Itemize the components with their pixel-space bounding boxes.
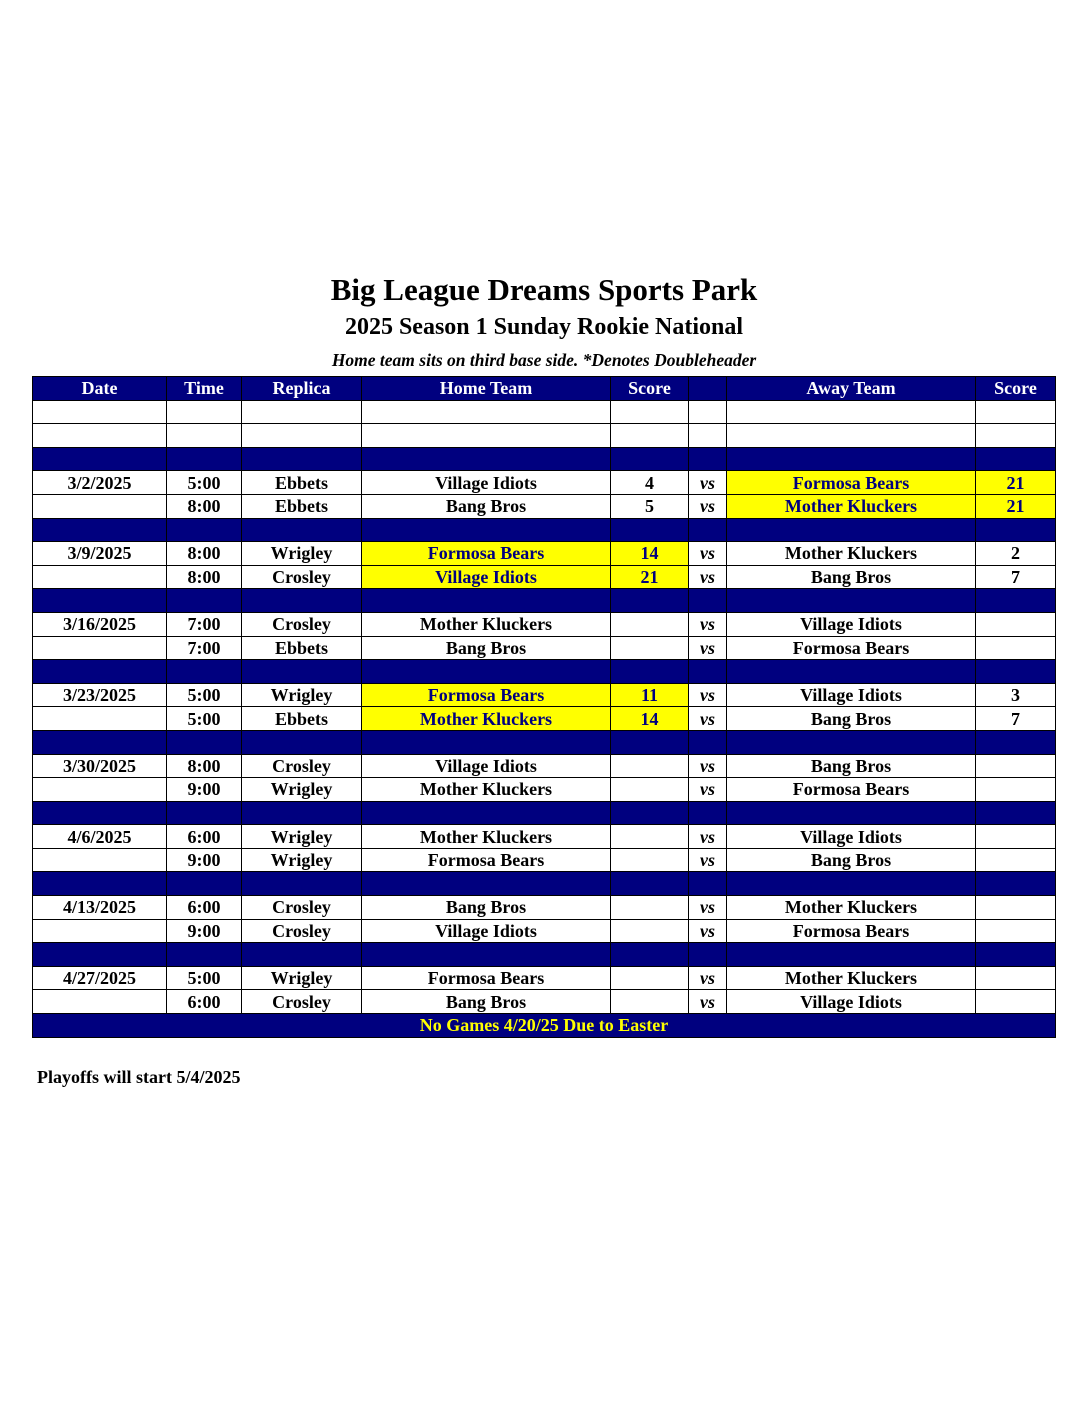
home-score-cell: 5 xyxy=(611,494,689,518)
separator-cell xyxy=(242,730,362,754)
home-team-cell: Bang Bros xyxy=(362,494,611,518)
separator-cell xyxy=(611,518,689,542)
replica-cell: Wrigley xyxy=(242,966,362,990)
home-team-cell: Bang Bros xyxy=(362,990,611,1014)
separator-cell xyxy=(33,518,167,542)
separator-cell xyxy=(362,730,611,754)
home-team-cell: Formosa Bears xyxy=(362,683,611,707)
away-score-cell xyxy=(976,825,1056,849)
separator-cell xyxy=(242,447,362,471)
vs-cell: vs xyxy=(689,494,727,518)
home-score-cell xyxy=(611,778,689,802)
game-row xyxy=(33,990,1056,1014)
separator-cell xyxy=(689,943,727,967)
separator-cell xyxy=(689,518,727,542)
separator-cell xyxy=(611,943,689,967)
schedule-body xyxy=(33,400,1056,1013)
game-row xyxy=(33,494,1056,518)
blank-cell xyxy=(33,424,167,448)
separator-cell xyxy=(976,447,1056,471)
away-score-cell xyxy=(976,754,1056,778)
blank-cell xyxy=(362,424,611,448)
home-score-cell xyxy=(611,636,689,660)
away-score-cell: 21 xyxy=(976,494,1056,518)
game-row xyxy=(33,471,1056,495)
game-row xyxy=(33,919,1056,943)
replica-cell: Crosley xyxy=(242,919,362,943)
blank-cell xyxy=(689,424,727,448)
away-score-cell xyxy=(976,919,1056,943)
away-score-cell: 3 xyxy=(976,683,1056,707)
page-title: Big League Dreams Sports Park xyxy=(330,272,758,307)
away-team-cell: Village Idiots xyxy=(727,825,976,849)
away-team-cell: Village Idiots xyxy=(727,990,976,1014)
column-header-away-team: Away Team xyxy=(727,377,976,401)
separator-cell xyxy=(242,660,362,684)
separator-row xyxy=(33,730,1056,754)
blank-cell xyxy=(727,400,976,424)
away-score-cell xyxy=(976,636,1056,660)
date-cell xyxy=(33,848,167,872)
separator-cell xyxy=(362,872,611,896)
away-team-cell: Formosa Bears xyxy=(727,471,976,495)
separator-cell xyxy=(611,589,689,613)
column-header-away-score: Score xyxy=(976,377,1056,401)
separator-cell xyxy=(242,518,362,542)
vs-cell: vs xyxy=(689,636,727,660)
away-team-cell: Bang Bros xyxy=(727,848,976,872)
separator-cell xyxy=(167,589,242,613)
blank-cell xyxy=(242,424,362,448)
blank-row xyxy=(33,424,1056,448)
header-row xyxy=(33,377,1056,401)
separator-cell xyxy=(242,943,362,967)
separator-cell xyxy=(33,660,167,684)
replica-cell: Wrigley xyxy=(242,848,362,872)
home-team-cell: Formosa Bears xyxy=(362,966,611,990)
date-cell: 3/16/2025 xyxy=(33,612,167,636)
home-score-cell xyxy=(611,990,689,1014)
replica-cell: Crosley xyxy=(242,612,362,636)
away-team-cell: Mother Kluckers xyxy=(727,966,976,990)
away-score-cell: 7 xyxy=(976,707,1056,731)
separator-cell xyxy=(242,801,362,825)
blank-cell xyxy=(167,424,242,448)
separator-cell xyxy=(33,589,167,613)
date-cell: 3/9/2025 xyxy=(33,542,167,566)
footer-row xyxy=(33,1014,1056,1038)
replica-cell: Ebbets xyxy=(242,471,362,495)
home-team-cell: Village Idiots xyxy=(362,565,611,589)
game-row xyxy=(33,848,1056,872)
time-cell: 9:00 xyxy=(167,778,242,802)
home-team-note: Home team sits on third base side. *Denotes Doubleheader xyxy=(331,350,757,370)
separator-row xyxy=(33,801,1056,825)
time-cell: 8:00 xyxy=(167,754,242,778)
game-row xyxy=(33,565,1056,589)
date-cell xyxy=(33,707,167,731)
separator-cell xyxy=(33,730,167,754)
home-score-cell xyxy=(611,612,689,636)
time-cell: 5:00 xyxy=(167,707,242,731)
away-team-cell: Formosa Bears xyxy=(727,778,976,802)
separator-cell xyxy=(362,589,611,613)
schedule-table xyxy=(32,376,1056,1038)
vs-cell: vs xyxy=(689,825,727,849)
time-cell: 5:00 xyxy=(167,683,242,707)
away-team-cell: Formosa Bears xyxy=(727,919,976,943)
column-header-time: Time xyxy=(167,377,242,401)
blank-cell xyxy=(611,424,689,448)
separator-cell xyxy=(611,730,689,754)
home-score-cell xyxy=(611,848,689,872)
game-row xyxy=(33,825,1056,849)
replica-cell: Ebbets xyxy=(242,707,362,731)
vs-cell: vs xyxy=(689,896,727,920)
separator-row xyxy=(33,660,1056,684)
separator-cell xyxy=(167,447,242,471)
home-team-cell: Village Idiots xyxy=(362,754,611,778)
date-cell: 4/27/2025 xyxy=(33,966,167,990)
away-team-cell: Village Idiots xyxy=(727,612,976,636)
blank-cell xyxy=(689,400,727,424)
column-header-home-team: Home Team xyxy=(362,377,611,401)
vs-cell: vs xyxy=(689,990,727,1014)
home-team-cell: Bang Bros xyxy=(362,636,611,660)
separator-cell xyxy=(976,660,1056,684)
game-row xyxy=(33,707,1056,731)
blank-cell xyxy=(727,424,976,448)
home-team-cell: Village Idiots xyxy=(362,471,611,495)
date-cell: 4/6/2025 xyxy=(33,825,167,849)
away-team-cell: Formosa Bears xyxy=(727,636,976,660)
date-cell xyxy=(33,919,167,943)
vs-cell: vs xyxy=(689,919,727,943)
game-row xyxy=(33,683,1056,707)
column-header-home-score: Score xyxy=(611,377,689,401)
date-cell xyxy=(33,636,167,660)
blank-cell xyxy=(33,400,167,424)
away-score-cell xyxy=(976,612,1056,636)
home-score-cell: 4 xyxy=(611,471,689,495)
blank-cell xyxy=(362,400,611,424)
game-row xyxy=(33,612,1056,636)
time-cell: 5:00 xyxy=(167,966,242,990)
vs-cell: vs xyxy=(689,565,727,589)
playoffs-note: Playoffs will start 5/4/2025 xyxy=(37,1067,241,1087)
replica-cell: Crosley xyxy=(242,754,362,778)
home-team-cell: Formosa Bears xyxy=(362,848,611,872)
time-cell: 9:00 xyxy=(167,848,242,872)
separator-cell xyxy=(611,660,689,684)
game-row xyxy=(33,966,1056,990)
home-score-cell: 21 xyxy=(611,565,689,589)
replica-cell: Ebbets xyxy=(242,494,362,518)
away-team-cell: Bang Bros xyxy=(727,565,976,589)
vs-cell: vs xyxy=(689,683,727,707)
away-score-cell xyxy=(976,990,1056,1014)
date-cell xyxy=(33,990,167,1014)
separator-cell xyxy=(727,730,976,754)
time-cell: 8:00 xyxy=(167,565,242,589)
time-cell: 8:00 xyxy=(167,542,242,566)
home-score-cell xyxy=(611,825,689,849)
vs-cell: vs xyxy=(689,707,727,731)
home-score-cell: 14 xyxy=(611,542,689,566)
replica-cell: Wrigley xyxy=(242,542,362,566)
separator-cell xyxy=(727,943,976,967)
separator-cell xyxy=(167,518,242,542)
separator-row xyxy=(33,589,1056,613)
separator-row xyxy=(33,943,1056,967)
separator-cell xyxy=(33,447,167,471)
separator-cell xyxy=(976,589,1056,613)
separator-cell xyxy=(976,872,1056,896)
separator-cell xyxy=(362,943,611,967)
away-score-cell xyxy=(976,778,1056,802)
separator-cell xyxy=(976,730,1056,754)
separator-cell xyxy=(976,801,1056,825)
separator-cell xyxy=(33,801,167,825)
blank-cell xyxy=(611,400,689,424)
replica-cell: Crosley xyxy=(242,565,362,589)
time-cell: 5:00 xyxy=(167,471,242,495)
away-team-cell: Bang Bros xyxy=(727,707,976,731)
separator-cell xyxy=(167,872,242,896)
home-score-cell xyxy=(611,754,689,778)
home-score-cell: 14 xyxy=(611,707,689,731)
separator-cell xyxy=(167,660,242,684)
separator-cell xyxy=(727,660,976,684)
separator-row xyxy=(33,518,1056,542)
away-score-cell: 21 xyxy=(976,471,1056,495)
time-cell: 6:00 xyxy=(167,825,242,849)
date-cell: 3/2/2025 xyxy=(33,471,167,495)
away-score-cell xyxy=(976,848,1056,872)
date-cell: 3/30/2025 xyxy=(33,754,167,778)
game-row xyxy=(33,636,1056,660)
vs-cell: vs xyxy=(689,612,727,636)
separator-cell xyxy=(242,872,362,896)
time-cell: 6:00 xyxy=(167,896,242,920)
time-cell: 8:00 xyxy=(167,494,242,518)
away-team-cell: Mother Kluckers xyxy=(727,494,976,518)
game-row xyxy=(33,754,1056,778)
separator-cell xyxy=(611,801,689,825)
date-cell xyxy=(33,565,167,589)
game-row xyxy=(33,778,1056,802)
separator-cell xyxy=(727,872,976,896)
home-team-cell: Mother Kluckers xyxy=(362,707,611,731)
column-header-date: Date xyxy=(33,377,167,401)
separator-cell xyxy=(33,872,167,896)
home-team-cell: Mother Kluckers xyxy=(362,612,611,636)
separator-cell xyxy=(727,447,976,471)
time-cell: 7:00 xyxy=(167,612,242,636)
time-cell: 7:00 xyxy=(167,636,242,660)
date-cell xyxy=(33,494,167,518)
home-team-cell: Village Idiots xyxy=(362,919,611,943)
blank-cell xyxy=(167,400,242,424)
vs-cell: vs xyxy=(689,542,727,566)
separator-cell xyxy=(976,518,1056,542)
home-team-cell: Mother Kluckers xyxy=(362,778,611,802)
separator-row xyxy=(33,872,1056,896)
separator-cell xyxy=(611,447,689,471)
vs-cell: vs xyxy=(689,966,727,990)
separator-cell xyxy=(362,801,611,825)
separator-cell xyxy=(167,801,242,825)
separator-cell xyxy=(689,801,727,825)
home-team-cell: Mother Kluckers xyxy=(362,825,611,849)
blank-row xyxy=(33,400,1056,424)
separator-cell xyxy=(689,660,727,684)
blank-cell xyxy=(976,424,1056,448)
vs-cell: vs xyxy=(689,754,727,778)
replica-cell: Wrigley xyxy=(242,683,362,707)
page-subtitle: 2025 Season 1 Sunday Rookie National xyxy=(344,314,744,340)
away-score-cell xyxy=(976,896,1056,920)
separator-cell xyxy=(689,872,727,896)
away-team-cell: Mother Kluckers xyxy=(727,896,976,920)
blank-cell xyxy=(976,400,1056,424)
replica-cell: Wrigley xyxy=(242,778,362,802)
home-score-cell xyxy=(611,966,689,990)
time-cell: 6:00 xyxy=(167,990,242,1014)
home-team-cell: Bang Bros xyxy=(362,896,611,920)
blank-cell xyxy=(242,400,362,424)
separator-row xyxy=(33,447,1056,471)
separator-cell xyxy=(362,660,611,684)
vs-cell: vs xyxy=(689,848,727,872)
separator-cell xyxy=(167,730,242,754)
replica-cell: Crosley xyxy=(242,896,362,920)
separator-cell xyxy=(727,518,976,542)
date-cell: 3/23/2025 xyxy=(33,683,167,707)
separator-cell xyxy=(976,943,1056,967)
separator-cell xyxy=(727,589,976,613)
date-cell: 4/13/2025 xyxy=(33,896,167,920)
separator-cell xyxy=(242,589,362,613)
home-score-cell xyxy=(611,919,689,943)
game-row xyxy=(33,542,1056,566)
away-score-cell: 2 xyxy=(976,542,1056,566)
separator-cell xyxy=(167,943,242,967)
replica-cell: Ebbets xyxy=(242,636,362,660)
separator-cell xyxy=(689,447,727,471)
date-cell xyxy=(33,778,167,802)
separator-cell xyxy=(362,518,611,542)
replica-cell: Crosley xyxy=(242,990,362,1014)
home-score-cell xyxy=(611,896,689,920)
column-header-vs xyxy=(689,377,727,401)
separator-cell xyxy=(611,872,689,896)
away-score-cell xyxy=(976,966,1056,990)
separator-cell xyxy=(689,589,727,613)
vs-cell: vs xyxy=(689,778,727,802)
separator-cell xyxy=(727,801,976,825)
separator-cell xyxy=(362,447,611,471)
away-team-cell: Village Idiots xyxy=(727,683,976,707)
away-score-cell: 7 xyxy=(976,565,1056,589)
vs-cell: vs xyxy=(689,471,727,495)
time-cell: 9:00 xyxy=(167,919,242,943)
game-row xyxy=(33,896,1056,920)
home-team-cell: Formosa Bears xyxy=(362,542,611,566)
separator-cell xyxy=(33,943,167,967)
column-header-replica: Replica xyxy=(242,377,362,401)
replica-cell: Wrigley xyxy=(242,825,362,849)
away-team-cell: Mother Kluckers xyxy=(727,542,976,566)
home-score-cell: 11 xyxy=(611,683,689,707)
separator-cell xyxy=(689,730,727,754)
away-team-cell: Bang Bros xyxy=(727,754,976,778)
easter-note: No Games 4/20/25 Due to Easter xyxy=(33,1014,1056,1038)
